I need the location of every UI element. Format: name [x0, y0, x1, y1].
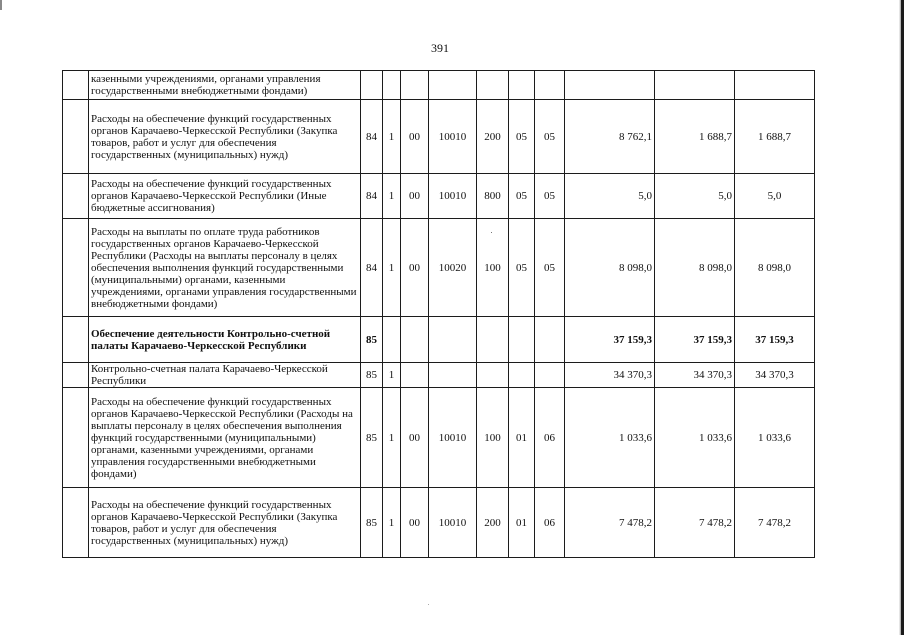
amount-year1-cell: 1 033,6: [565, 388, 655, 488]
code-section-cell: 01: [509, 388, 535, 488]
code-program-cell: [383, 317, 401, 363]
code-section-cell: [509, 317, 535, 363]
code-subprogram-cell: 00: [401, 388, 429, 488]
amount-year2-cell: 5,0: [655, 174, 735, 219]
row-index-cell: [63, 219, 89, 317]
table-row: [63, 71, 815, 100]
expense-name-cell: Контрольно-счетная палата Карачаево-Черкесской Республики: [89, 363, 361, 388]
code-subprogram-cell: 00: [401, 174, 429, 219]
code-program-cell: 1: [383, 488, 401, 558]
code-ministry-cell: 84: [361, 100, 383, 174]
code-subprogram-cell: [401, 71, 429, 100]
code-program-cell: 1: [383, 219, 401, 317]
code-section-cell: 05: [509, 219, 535, 317]
scan-corner-mark: [0, 0, 2, 10]
amount-year3-cell: 1 033,6: [735, 388, 815, 488]
code-subprogram-cell: 00: [401, 488, 429, 558]
row-index-cell: [63, 100, 89, 174]
code-direction-cell: [429, 317, 477, 363]
code-direction-cell: [429, 363, 477, 388]
code-type-cell: [477, 363, 509, 388]
code-section-cell: [509, 363, 535, 388]
table-row: [63, 363, 815, 388]
amount-year1-cell: 37 159,3: [565, 317, 655, 363]
amount-year2-cell: 37 159,3: [655, 317, 735, 363]
code-program-cell: 1: [383, 100, 401, 174]
amount-year3-cell: 34 370,3: [735, 363, 815, 388]
code-subsection-cell: 05: [535, 219, 565, 317]
expense-name-cell: Обеспечение деятельности Контрольно-счетной палаты Карачаево-Черкесской Республики: [89, 317, 361, 363]
expense-name-cell: Расходы на обеспечение функций государственных органов Карачаево-Черкесской Республики (Расходы на выплаты персоналу в целях обеспечения выполнения функций государственными (муниципальными) органами, казенными учреждениями, органами управления государственными внебюджетными фондами): [89, 388, 361, 488]
code-subprogram-cell: [401, 317, 429, 363]
code-program-cell: 1: [383, 363, 401, 388]
amount-year3-cell: 7 478,2: [735, 488, 815, 558]
scan-speck: [491, 232, 492, 233]
code-section-cell: 05: [509, 174, 535, 219]
page-number: 391: [431, 41, 449, 55]
code-direction-cell: [429, 71, 477, 100]
code-direction-cell: 10020: [429, 219, 477, 317]
amount-year3-cell: 5,0: [735, 174, 815, 219]
code-subsection-cell: 05: [535, 174, 565, 219]
expense-name-cell: Расходы на обеспечение функций государственных органов Карачаево-Черкесской Республики (Закупка товаров, работ и услуг для обеспечения государственных (муниципальных) нужд): [89, 488, 361, 558]
code-ministry-cell: 85: [361, 317, 383, 363]
amount-year2-cell: 1 688,7: [655, 100, 735, 174]
code-ministry-cell: 84: [361, 174, 383, 219]
table-row: [63, 219, 815, 317]
amount-year2-cell: 7 478,2: [655, 488, 735, 558]
amount-year1-cell: 7 478,2: [565, 488, 655, 558]
amount-year3-cell: 1 688,7: [735, 100, 815, 174]
amount-year1-cell: 5,0: [565, 174, 655, 219]
row-index-cell: [63, 363, 89, 388]
amount-year1-cell: 34 370,3: [565, 363, 655, 388]
table-row: [63, 100, 815, 174]
code-type-cell: [477, 317, 509, 363]
budget-table-body: [63, 71, 815, 558]
scan-speck: [428, 604, 429, 605]
code-section-cell: 01: [509, 488, 535, 558]
expense-name-cell: Расходы на выплаты по оплате труда работников государственных органов Карачаево-Черкесской Республики (Расходы на выплаты персоналу в целях обеспечения выполнения функций государственными (муниципальными) органами, казенными учреждениями, органами управления государственными внебюджетными фондами): [89, 219, 361, 317]
amount-year3-cell: 37 159,3: [735, 317, 815, 363]
amount-year1-cell: 8 762,1: [565, 100, 655, 174]
code-program-cell: [383, 71, 401, 100]
amount-year2-cell: 34 370,3: [655, 363, 735, 388]
amount-year3-cell: 8 098,0: [735, 219, 815, 317]
code-type-cell: [477, 71, 509, 100]
expense-name-cell: Расходы на обеспечение функций государственных органов Карачаево-Черкесской Республики (Иные бюджетные ассигнования): [89, 174, 361, 219]
code-ministry-cell: 85: [361, 388, 383, 488]
amount-year1-cell: [565, 71, 655, 100]
code-direction-cell: 10010: [429, 100, 477, 174]
code-direction-cell: 10010: [429, 488, 477, 558]
table-row: [63, 388, 815, 488]
table-row: [63, 488, 815, 558]
code-subsection-cell: 06: [535, 388, 565, 488]
code-ministry-cell: [361, 71, 383, 100]
code-subprogram-cell: 00: [401, 219, 429, 317]
code-subsection-cell: [535, 363, 565, 388]
code-direction-cell: 10010: [429, 174, 477, 219]
code-subprogram-cell: 00: [401, 100, 429, 174]
row-index-cell: [63, 388, 89, 488]
code-subsection-cell: [535, 317, 565, 363]
code-ministry-cell: 85: [361, 488, 383, 558]
code-subprogram-cell: [401, 363, 429, 388]
amount-year3-cell: [735, 71, 815, 100]
code-ministry-cell: 84: [361, 219, 383, 317]
expense-name-cell: Расходы на обеспечение функций государственных органов Карачаево-Черкесской Республики (Закупка товаров, работ и услуг для обеспечения государственных (муниципальных) нужд): [89, 100, 361, 174]
amount-year2-cell: 8 098,0: [655, 219, 735, 317]
code-type-cell: 100: [477, 388, 509, 488]
amount-year2-cell: 1 033,6: [655, 388, 735, 488]
code-section-cell: 05: [509, 100, 535, 174]
code-subsection-cell: [535, 71, 565, 100]
amount-year1-cell: 8 098,0: [565, 219, 655, 317]
table-row: [63, 174, 815, 219]
code-type-cell: 800: [477, 174, 509, 219]
table-row: [63, 317, 815, 363]
row-index-cell: [63, 317, 89, 363]
code-program-cell: 1: [383, 388, 401, 488]
code-section-cell: [509, 71, 535, 100]
row-index-cell: [63, 174, 89, 219]
expense-name-cell: казенными учреждениями, органами управления государственными внебюджетными фондами): [89, 71, 361, 100]
code-subsection-cell: 06: [535, 488, 565, 558]
budget-table: [62, 70, 815, 558]
amount-year2-cell: [655, 71, 735, 100]
code-direction-cell: 10010: [429, 388, 477, 488]
row-index-cell: [63, 71, 89, 100]
row-index-cell: [63, 488, 89, 558]
code-type-cell: 100: [477, 219, 509, 317]
code-type-cell: 200: [477, 488, 509, 558]
code-program-cell: 1: [383, 174, 401, 219]
code-ministry-cell: 85: [361, 363, 383, 388]
code-subsection-cell: 05: [535, 100, 565, 174]
code-type-cell: 200: [477, 100, 509, 174]
